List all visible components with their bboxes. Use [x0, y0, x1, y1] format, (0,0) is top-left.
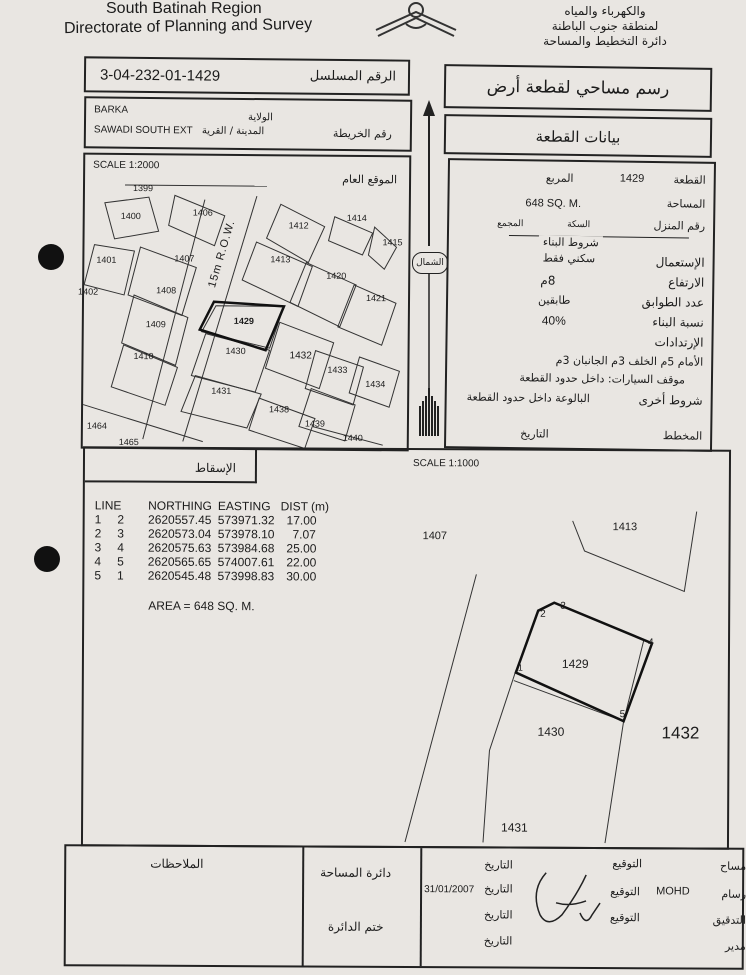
emblem-icon — [366, 0, 466, 42]
map-plot-label: 1400 — [120, 210, 141, 222]
map-plot-label: 1434 — [365, 379, 386, 390]
map-plot-label: 1439 — [304, 418, 326, 429]
remarks-label: الملاحظات — [150, 856, 204, 871]
easting-cell: 573984.68 — [217, 541, 275, 556]
map-number-label: رقم الخريطة — [332, 126, 392, 141]
to-point: 3 — [117, 526, 125, 541]
plot-section-title: بيانات القطعة — [535, 127, 621, 147]
town-value: SAWADI SOUTH EXT — [93, 124, 193, 137]
doc-title: رسم مساحي لقطعة أرض — [486, 76, 670, 100]
town-label: المدينة / القرية — [201, 125, 265, 138]
map-plot-label: 1438 — [269, 404, 290, 415]
other-conditions-label: شروط أخرى — [638, 392, 703, 408]
area-label: المساحة — [666, 197, 706, 211]
detail-plot-label: 1413 — [612, 521, 638, 534]
map-plot-label: 1408 — [156, 285, 177, 296]
wilayat-value: BARKA — [94, 104, 129, 116]
map-plot-label: 1406 — [192, 207, 213, 218]
other-conditions-value: البالوعة داخل حدود القطعة — [466, 390, 590, 406]
vertex-label: 5 — [619, 709, 626, 721]
draftsman-role: رسام — [721, 887, 746, 901]
complex-label: المجمع — [497, 218, 524, 230]
house-number-label: رقم المنزل — [653, 219, 706, 233]
easting-cell: 573971.32 — [217, 513, 275, 528]
map-plot-label: 1420 — [326, 270, 347, 281]
serial-box — [84, 56, 410, 95]
signature-label: التوقيع — [610, 885, 640, 899]
checking-role: التدقيق — [712, 913, 746, 927]
director-role: مدير — [724, 939, 746, 953]
column-header: NORTHING — [148, 498, 212, 513]
map-plot-label: 1433 — [327, 364, 348, 375]
section-stamp-label: ختم الدائرة — [327, 919, 384, 934]
general-map-box — [78, 153, 412, 452]
distance-cell: 25.00 — [286, 541, 317, 556]
map-plot-label: 1421 — [365, 293, 387, 304]
map-plot-label: 1431 — [211, 385, 232, 396]
vertex-label: 2 — [540, 608, 546, 620]
footer-box — [64, 844, 745, 970]
distance-cell: 22.00 — [286, 555, 317, 570]
serial-label: الرقم المسلسل — [309, 68, 397, 85]
northing-cell: 2620573.04 — [147, 526, 212, 541]
detail-plot-label: 1429 — [561, 656, 589, 671]
general-map-scale: SCALE 1:2000 — [93, 159, 160, 172]
map-plot-label: 1414 — [346, 212, 367, 224]
projection-title: الإسقاط — [194, 460, 237, 476]
from-point: 4 — [94, 554, 102, 569]
detail-plot-label: 1431 — [501, 820, 528, 835]
distance-cell: 7.07 — [292, 527, 316, 542]
detail-plot-map — [83, 448, 729, 847]
height-label: الارتفاع — [668, 275, 705, 290]
setbacks-value: الأمام 5م الخلف 3م الجانبان 3م — [555, 353, 704, 369]
northing-cell: 2620565.65 — [147, 554, 212, 569]
footer-divider — [302, 847, 305, 965]
directorate-name: Directorate of Planning and Survey — [63, 15, 313, 38]
handwritten-signature — [526, 863, 606, 937]
map-plot-label: 1412 — [288, 220, 309, 231]
map-plot-label: 1407 — [174, 253, 195, 264]
signature-label: التوقيع — [609, 911, 640, 925]
wilayat-label: الولاية — [248, 112, 273, 124]
map-plot-label: 1409 — [145, 319, 166, 330]
parking-rule: موقف السيارات: داخل حدود القطعة — [519, 371, 686, 387]
doc-title-box — [444, 64, 713, 112]
from-point: 5 — [94, 568, 102, 583]
signature-label: التوقيع — [612, 857, 643, 871]
planner-label: المخطط — [662, 429, 703, 443]
floors-value: طابقين — [537, 293, 571, 307]
map-plot-label: 1415 — [382, 237, 403, 248]
to-point: 2 — [117, 512, 125, 527]
general-map-title: الموقع العام — [342, 172, 398, 187]
distance-cell: 30.00 — [286, 569, 317, 584]
setbacks-label: الإرتدادات — [654, 335, 704, 350]
plot-section-box — [444, 114, 713, 158]
general-site-map — [83, 155, 410, 450]
header-ar-line2: لمنطقة جنوب الباطنة — [551, 19, 659, 33]
north-badge — [412, 252, 448, 274]
punch-hole — [34, 546, 60, 572]
serial-number: 3-04-232-01-1429 — [99, 66, 221, 85]
building-conditions-title: شروط البناء — [539, 235, 603, 249]
floors-label: عدد الطوابق — [641, 294, 705, 310]
footer-divider — [420, 848, 423, 966]
map-plot-label: 1464 — [86, 420, 107, 431]
height-value: 8م — [540, 273, 556, 288]
distance-cell: 17.00 — [286, 513, 317, 528]
easting-cell: 573998.83 — [217, 569, 275, 584]
northing-cell: 2620545.48 — [147, 568, 212, 583]
map-plot-label: 1429 — [233, 315, 254, 327]
to-point: 5 — [117, 554, 124, 569]
street-label: السكة — [567, 219, 591, 231]
surveyor-name: MOHD — [656, 885, 690, 898]
column-header: LINE — [94, 498, 122, 513]
use-value: سكني فقط — [542, 251, 596, 266]
row-road-label: 15m R.O.W. — [206, 218, 238, 290]
plot-data-box — [444, 158, 716, 452]
detail-plot-label: 1430 — [537, 724, 565, 739]
to-point: 1 — [117, 568, 124, 583]
surveyor-role: مساح — [720, 859, 746, 873]
date-label: التاريخ — [483, 934, 513, 948]
plot-number-label: القطعة — [673, 173, 706, 187]
map-plot-label: 1401 — [96, 254, 117, 265]
date-label: التاريخ — [484, 858, 513, 872]
date-label: التاريخ — [484, 882, 513, 896]
punch-hole — [38, 244, 64, 270]
map-plot-label: 1402 — [78, 286, 99, 297]
easting-cell: 573978.10 — [217, 527, 275, 542]
column-header: DIST (m) — [280, 499, 330, 514]
from-point: 3 — [94, 540, 102, 555]
projection-box — [81, 446, 731, 849]
area-summary: AREA = 648 SQ. M. — [148, 598, 255, 614]
map-plot-label: 1413 — [270, 254, 291, 265]
map-plot-label: 1430 — [225, 345, 246, 356]
map-plot-label: 1465 — [118, 436, 139, 448]
area-value: 648 SQ. M. — [525, 197, 582, 211]
northing-cell: 2620575.63 — [147, 540, 212, 555]
to-point: 4 — [117, 540, 124, 555]
map-plot-label: 1399 — [132, 183, 154, 194]
planner-date-label: التاريخ — [520, 427, 549, 441]
header-ar-line3: دائرة التخطيط والمساحة — [543, 34, 667, 48]
map-plot-label: 1432 — [289, 350, 312, 362]
survey-section-label: دائرة المساحة — [320, 865, 392, 880]
map-plot-label: 1440 — [342, 432, 363, 444]
sign-date-value: 31/01/2007 — [424, 884, 475, 896]
map-plot-label: 1410 — [133, 351, 154, 362]
from-point: 2 — [94, 526, 102, 541]
square-label: المربع — [545, 171, 574, 185]
ratio-value: 40% — [541, 313, 566, 328]
projection-scale: SCALE 1:1000 — [412, 458, 480, 470]
vertex-label: 4 — [648, 637, 654, 649]
location-box — [84, 96, 413, 151]
vertex-label: 3 — [560, 600, 566, 612]
vertex-label: 1 — [517, 662, 523, 673]
date-label: التاريخ — [483, 908, 513, 922]
use-label: الإستعمال — [655, 255, 705, 270]
ratio-label: نسبة البناء — [652, 315, 704, 330]
detail-plot-label: 1432 — [661, 723, 700, 743]
north-label: الشمال — [416, 258, 444, 268]
northing-cell: 2620557.45 — [148, 512, 212, 527]
from-point: 1 — [94, 512, 102, 527]
region-name: South Batinah Region — [106, 0, 262, 17]
header-ar-line1: والكهرباء والمياه — [564, 4, 646, 18]
plot-number-value: 1429 — [619, 172, 645, 185]
easting-cell: 574007.61 — [217, 555, 275, 570]
column-header: EASTING — [217, 499, 271, 514]
detail-plot-label: 1407 — [422, 530, 448, 543]
